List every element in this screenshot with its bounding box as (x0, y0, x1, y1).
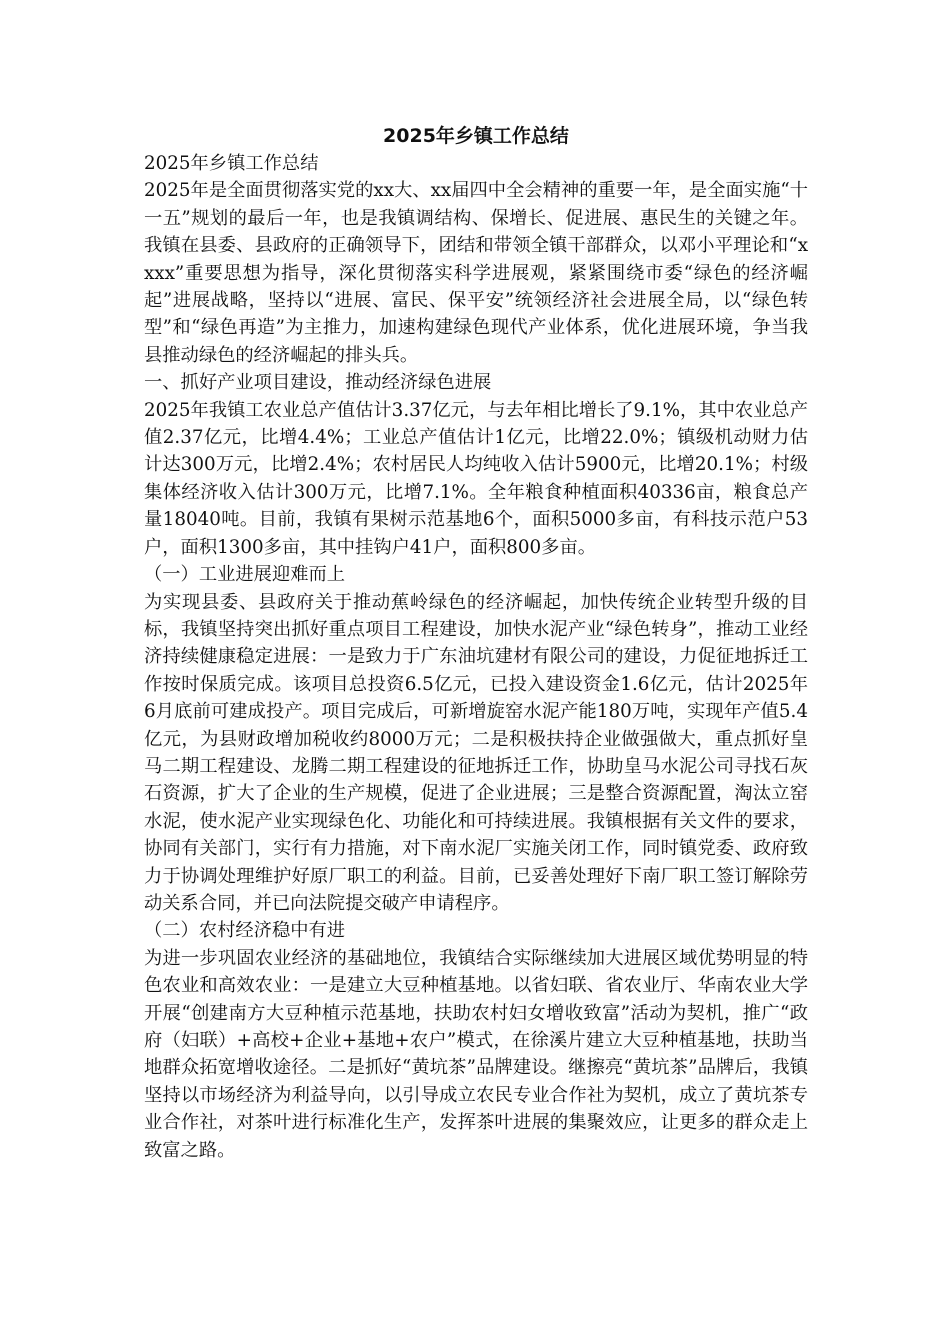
document-content (144, 122, 808, 1164)
document-subtitle: 2025年乡镇工作总结 (144, 153, 319, 174)
subsection-1-heading: （一）工业进展迎难而上 (144, 564, 346, 586)
subsection-2-heading: （二）农村经济稳中有进 (144, 920, 346, 942)
subsection-2-paragraph: 为进一步巩固农业经济的基础地位，我镇结合实际继续加大进展区域优势明显的特色农业和高效农业：一是建立大豆种植基地。以省妇联、省农业厅、华南农业大学开展“创建南方大豆种植示范基地，扶助农村妇女增收致富”活动为契机，推广“政府（妇联）+高校+企业+基地+农户”模式，在徐溪片建立大豆种植基地，扶助当地群众拓宽增收途径。二是抓好“黄坑茶”品牌建设。继擦亮“黄坑茶”品牌后，我镇坚持以市场经济为利益导向，以引导成立农民专业合作社为契机，成立了黄坑茶专业合作社，对茶叶进行标准化生产，发挥茶叶进展的集聚效应，让更多的群众走上致富之路。 (144, 947, 808, 1161)
section-1-heading: 一、抓好产业项目建设，推动经济绿色进展 (144, 372, 492, 394)
intro-paragraph: 2025年是全面贯彻落实党的xx大、xx届四中全会精神的重要一年，是全面实施“十一五”规划的最后一年，也是我镇调结构、保增长、促进展、惠民生的关键之年。我镇在县委、县政府的正确领导下，团结和带领全镇干部群众，以邓小平理论和“xxxx”重要思想为指导，深化贯彻落实科学进展观，紧紧围绕市委“绿色的经济崛起”进展战略，坚持以“进展、富民、保平安”统领经济社会进展全局，以“绿色转型”和“绿色再造”为主推力，加速构建绿色现代产业体系，优化进展环境，争当我县推动绿色的经济崛起的排头兵。 (144, 180, 808, 366)
subsection-1-paragraph: 为实现县委、县政府关于推动蕉岭绿色的经济崛起，加快传统企业转型升级的目标，我镇坚持突出抓好重点项目工程建设，加快水泥产业“绿色转身”，推动工业经济持续健康稳定进展：一是致力于广东油坑建材有限公司的建设，力促征地拆迁工作按时保质完成。该项目总投资6.5亿元，已投入建设资金1.6亿元，估计2025年6月底前可建成投产。项目完成后，可新增旋窑水泥产能180万吨，实现年产值5.4亿元，为县财政增加税收约8000万元；二是积极扶持企业做强做大，重点抓好皇马二期工程建设、龙腾二期工程建设的征地拆迁工作，协助皇马水泥公司寻找石灰石资源，扩大了企业的生产规模，促进了企业进展；三是整合资源配置，淘汰立窑水泥，使水泥产业实现绿色化、功能化和可持续进展。我镇根据有关文件的要求，协同有关部门，实行有力措施，对下南水泥厂实施关闭工作，同时镇党委、政府致力于协调处理维护好原厂职工的利益。目前，已妥善处理好下南厂职工签订解除劳动关系合同，并已向法院提交破产申请程序。 (144, 591, 808, 914)
document-title: 2025年乡镇工作总结 (383, 125, 569, 147)
section-1-paragraph: 2025年我镇工农业总产值估计3.37亿元，与去年相比增长了9.1%，其中农业总产值2.37亿元，比增4.4%；工业总产值估计1亿元，比增22.0%；镇级机动财力估计达300万元，比增2.4%；农村居民人均纯收入估计5900元，比增20.1%；村级集体经济收入估计300万元，比增7.1%。全年粮食种植面积40336亩，粮食总产量18040吨。目前，我镇有果树示范基地6个，面积5000多亩，有科技示范户53户，面积1300多亩，其中挂钩户41户，面积800多亩。 (144, 399, 808, 558)
